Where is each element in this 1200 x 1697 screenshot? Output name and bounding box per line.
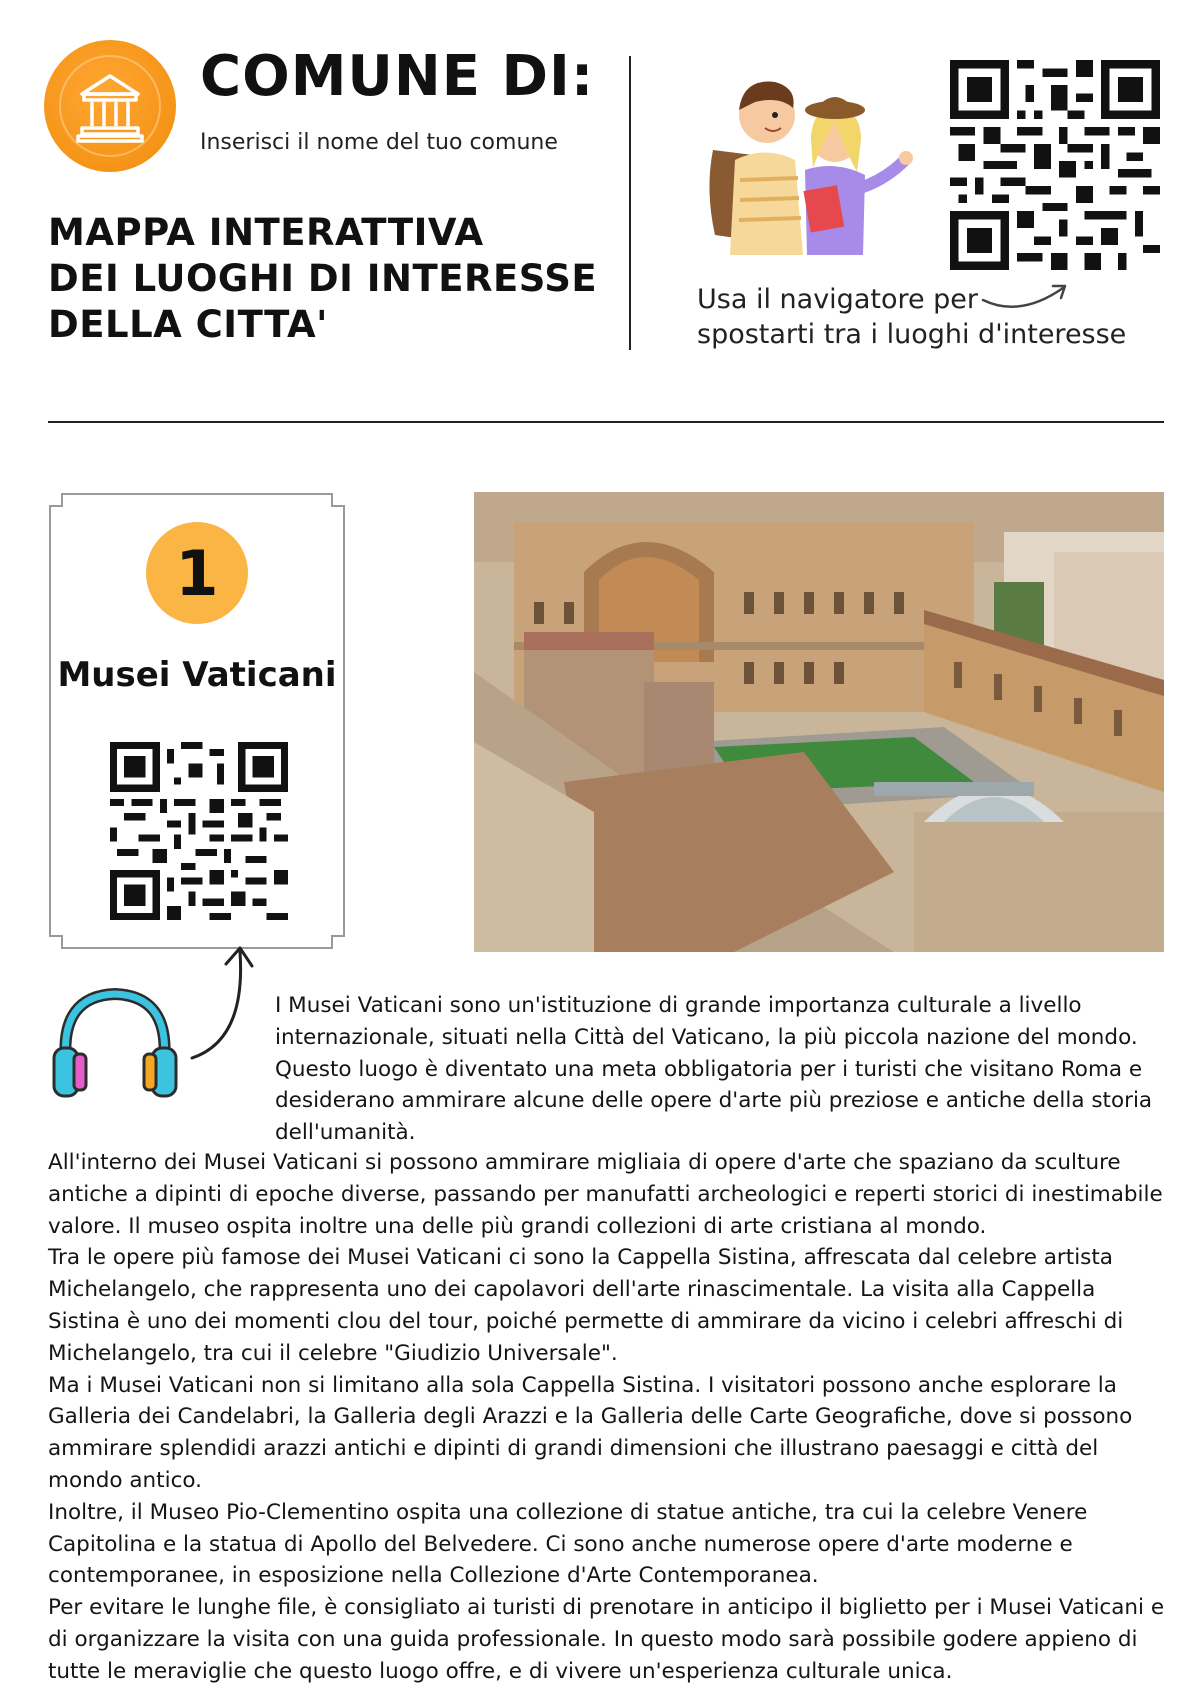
place-name: Musei Vaticani — [57, 655, 337, 695]
map-title-line: DEI LUOGHI DI INTERESSE — [48, 257, 598, 300]
qr-code-icon[interactable] — [950, 60, 1160, 270]
place-number: 1 — [175, 537, 219, 610]
museum-logo — [44, 40, 176, 172]
museum-building-icon — [44, 40, 176, 172]
description-paragraph: Inoltre, il Museo Pio-Clementino ospita una collezione di statue antiche, tra cui la celebre Venere Capitolina e la statua di Apollo del Belvedere. Ci sono anche numerose opere d'arte moderne e contemporanee, in esposizione nella Collezione d'Arte Contemporanea. — [48, 1499, 1088, 1589]
description-paragraph: Per evitare le lunghe file, è consigliato ai turisti di prenotare in anticipo il biglietto per i Musei Vaticani e di organizzare la visita con una guida professionale. In questo modo sarà possibile godere appieno di tutte le meraviglie che questo luogo offre, e di vivere un'esperienza culturale unica. — [48, 1595, 1165, 1684]
description-paragraph: Tra le opere più famose dei Musei Vaticani ci sono la Cappella Sistina, affrescata dal celebre artista Michelangelo, che rappresenta uno dei capolavori dell'arte rinascimentale. La visita alla Cappella Sistina è uno dei momenti clou del tour, poiché permette di ammirare da vicino i celebri affreschi di Michelangelo, tra cui il celebre "Giudizio Universale". — [48, 1245, 1124, 1366]
description-body — [48, 1147, 1173, 1688]
comune-name-placeholder[interactable]: Inserisci il nome del tuo comune — [200, 130, 558, 155]
tourists-illustration — [695, 60, 915, 270]
map-title-line: DELLA CITTA' — [48, 303, 328, 346]
vertical-divider — [629, 56, 631, 350]
description-paragraph: Ma i Musei Vaticani non si limitano alla sola Cappella Sistina. I visitatori possono anche esplorare la Galleria dei Candelabri, la Galleria degli Arazzi e la Galleria delle Carte Geografiche, dove si possono ammirare splendidi arazzi antichi e dipinti di grandi dimensioni che illustrano paesaggi e città del mondo antico. — [48, 1372, 1133, 1493]
curved-arrow-icon — [975, 270, 1075, 320]
description-intro: I Musei Vaticani sono un'istituzione di grande importanza culturale a livello internazionale, situati nella Città del Vaticano, la più piccola nazione del mondo. Questo luogo è diventato una meta obbligatoria per i turisti che visitano Roma e desiderano ammirare alcune delle opere d'arte più preziose e antiche della storia dell'umanità. — [275, 993, 1153, 1146]
horizontal-divider — [48, 421, 1164, 423]
navigator-hint-line: spostarti tra i luoghi d'interesse — [697, 319, 1127, 350]
headphones-icon[interactable] — [50, 982, 180, 1102]
map-title — [48, 210, 608, 348]
pointer-arrow-icon — [186, 940, 266, 1070]
navigator-hint — [697, 282, 1167, 352]
description-paragraph: All'interno dei Musei Vaticani si possono ammirare migliaia di opere d'arte che spaziano da sculture antiche a dipinti di epoche diverse, passando per manufatti archeologici e reperti storici di inestimabile valore. Il museo ospita inoltre una delle più grandi collezioni di arte cristiana al mondo. — [48, 1150, 1163, 1239]
place-photo — [474, 492, 1164, 952]
map-title-line: MAPPA INTERATTIVA — [48, 211, 484, 254]
comune-label: COMUNE DI: — [200, 44, 595, 109]
navigator-hint-line: Usa il navigatore per — [697, 284, 979, 315]
qr-code-icon[interactable] — [110, 742, 288, 920]
